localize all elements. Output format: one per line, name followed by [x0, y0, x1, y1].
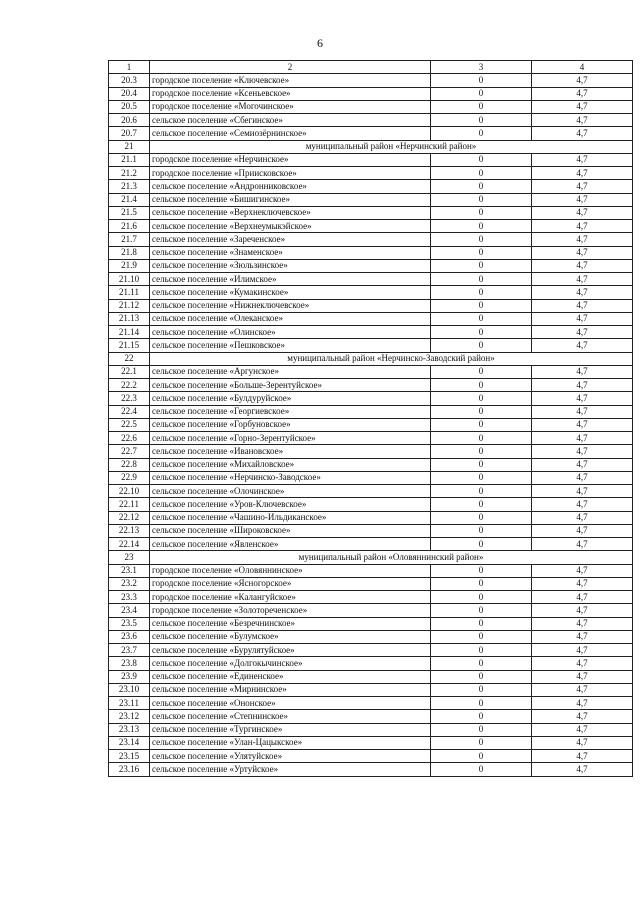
row-number: 23.7: [109, 644, 150, 657]
row-number: 20.3: [109, 74, 150, 87]
row-number: 21.1: [109, 153, 150, 166]
column-4-value: 4,7: [532, 524, 633, 537]
row-number: 20.5: [109, 100, 150, 113]
row-number: 23.3: [109, 591, 150, 604]
table-row: [109, 591, 633, 604]
column-header-1: 1: [109, 61, 150, 74]
column-4-value: 4,7: [532, 326, 633, 339]
column-3-value: 0: [431, 670, 532, 683]
column-4-value: 4,7: [532, 127, 633, 140]
column-4-value: 4,7: [532, 604, 633, 617]
table-row: [109, 763, 633, 776]
column-4-value: 4,7: [532, 458, 633, 471]
column-4-value: 4,7: [532, 670, 633, 683]
row-number: 23.5: [109, 617, 150, 630]
row-number: 22.10: [109, 485, 150, 498]
settlement-name: городское поселение «Нерчинское»: [150, 153, 431, 166]
column-4-value: 4,7: [532, 657, 633, 670]
settlement-name: сельское поселение «Тургинское»: [150, 723, 431, 736]
settlement-name: городское поселение «Оловяннинское»: [150, 564, 431, 577]
settlement-name: городское поселение «Могочинское»: [150, 100, 431, 113]
row-number: 22.2: [109, 379, 150, 392]
table-row: [109, 498, 633, 511]
table-row: [109, 697, 633, 710]
column-4-value: 4,7: [532, 100, 633, 113]
row-number: 22.7: [109, 445, 150, 458]
column-3-value: 0: [431, 524, 532, 537]
column-3-value: 0: [431, 418, 532, 431]
column-3-value: 0: [431, 538, 532, 551]
column-3-value: 0: [431, 100, 532, 113]
row-number: 23.11: [109, 697, 150, 710]
column-4-value: 4,7: [532, 538, 633, 551]
table-row: [109, 153, 633, 166]
table-row: [109, 604, 633, 617]
settlement-name: сельское поселение «Сбегинское»: [150, 114, 431, 127]
column-4-value: 4,7: [532, 206, 633, 219]
column-4-value: 4,7: [532, 591, 633, 604]
table-row: [109, 458, 633, 471]
column-3-value: 0: [431, 74, 532, 87]
settlement-name: сельское поселение «Нерчинско-Заводское»: [150, 471, 431, 484]
row-number: 22.13: [109, 524, 150, 537]
table-row: [109, 750, 633, 763]
column-4-value: 4,7: [532, 498, 633, 511]
column-4-value: 4,7: [532, 630, 633, 643]
row-number: 21.13: [109, 312, 150, 325]
settlement-name: сельское поселение «Широковское»: [150, 524, 431, 537]
row-number: 20.7: [109, 127, 150, 140]
column-3-value: 0: [431, 87, 532, 100]
column-4-value: 4,7: [532, 577, 633, 590]
column-3-value: 0: [431, 630, 532, 643]
settlement-name: сельское поселение «Аргунское»: [150, 365, 431, 378]
settlement-name: сельское поселение «Знаменское»: [150, 246, 431, 259]
column-3-value: 0: [431, 286, 532, 299]
column-3-value: 0: [431, 445, 532, 458]
page-number: 6: [317, 36, 323, 50]
table-row: [109, 670, 633, 683]
district-row: [109, 551, 633, 564]
settlement-name: сельское поселение «Олеканское»: [150, 312, 431, 325]
column-header-4: 4: [532, 61, 633, 74]
row-number: 21.12: [109, 299, 150, 312]
column-3-value: 0: [431, 246, 532, 259]
settlement-name: сельское поселение «Уртуйское»: [150, 763, 431, 776]
table-row: [109, 511, 633, 524]
column-3-value: 0: [431, 365, 532, 378]
table-row: [109, 100, 633, 113]
table-header-row: [109, 61, 633, 74]
settlement-name: сельское поселение «Степнинское»: [150, 710, 431, 723]
column-header-2: 2: [150, 61, 431, 74]
table-row: [109, 74, 633, 87]
table-row: [109, 167, 633, 180]
table-row: [109, 220, 633, 233]
column-4-value: 4,7: [532, 273, 633, 286]
row-number: 21.11: [109, 286, 150, 299]
column-4-value: 4,7: [532, 379, 633, 392]
row-number: 20.6: [109, 114, 150, 127]
table-row: [109, 180, 633, 193]
column-3-value: 0: [431, 723, 532, 736]
row-number: 21.9: [109, 259, 150, 272]
table-row: [109, 259, 633, 272]
column-4-value: 4,7: [532, 750, 633, 763]
table-row: [109, 617, 633, 630]
column-3-value: 0: [431, 458, 532, 471]
table-row: [109, 193, 633, 206]
district-row: [109, 140, 633, 153]
table-row: [109, 379, 633, 392]
table-row: [109, 445, 633, 458]
table-row: [109, 432, 633, 445]
column-3-value: 0: [431, 710, 532, 723]
column-3-value: 0: [431, 127, 532, 140]
column-3-value: 0: [431, 299, 532, 312]
column-4-value: 4,7: [532, 392, 633, 405]
settlement-name: сельское поселение «Долгокычинское»: [150, 657, 431, 670]
column-3-value: 0: [431, 114, 532, 127]
table-row: [109, 736, 633, 749]
table-row: [109, 299, 633, 312]
column-3-value: 0: [431, 273, 532, 286]
settlement-name: сельское поселение «Илимское»: [150, 273, 431, 286]
column-4-value: 4,7: [532, 723, 633, 736]
column-4-value: 4,7: [532, 339, 633, 352]
column-3-value: 0: [431, 471, 532, 484]
column-4-value: 4,7: [532, 697, 633, 710]
row-number: 23.8: [109, 657, 150, 670]
column-3-value: 0: [431, 485, 532, 498]
row-number: 21.3: [109, 180, 150, 193]
column-4-value: 4,7: [532, 246, 633, 259]
column-4-value: 4,7: [532, 564, 633, 577]
row-number: 22.11: [109, 498, 150, 511]
row-number: 23.14: [109, 736, 150, 749]
column-3-value: 0: [431, 193, 532, 206]
table-row: [109, 577, 633, 590]
table-row: [109, 206, 633, 219]
row-number: 23.12: [109, 710, 150, 723]
settlement-name: сельское поселение «Уров-Ключевское»: [150, 498, 431, 511]
column-3-value: 0: [431, 392, 532, 405]
table-row: [109, 471, 633, 484]
row-number: 23.1: [109, 564, 150, 577]
column-3-value: 0: [431, 644, 532, 657]
column-4-value: 4,7: [532, 233, 633, 246]
row-number: 23: [109, 551, 150, 564]
column-3-value: 0: [431, 683, 532, 696]
table-row: [109, 286, 633, 299]
settlement-name: сельское поселение «Ононское»: [150, 697, 431, 710]
column-3-value: 0: [431, 153, 532, 166]
column-4-value: 4,7: [532, 736, 633, 749]
settlement-name: городское поселение «Калангуйское»: [150, 591, 431, 604]
table-row: [109, 365, 633, 378]
table-row: [109, 524, 633, 537]
column-4-value: 4,7: [532, 471, 633, 484]
settlement-name: сельское поселение «Ивановское»: [150, 445, 431, 458]
district-row: [109, 352, 633, 365]
table-row: [109, 246, 633, 259]
settlement-name: городское поселение «Ясногорское»: [150, 577, 431, 590]
column-3-value: 0: [431, 206, 532, 219]
settlement-name: сельское поселение «Михайловское»: [150, 458, 431, 471]
table-row: [109, 312, 633, 325]
settlement-name: сельское поселение «Бишигинское»: [150, 193, 431, 206]
column-4-value: 4,7: [532, 193, 633, 206]
row-number: 21.10: [109, 273, 150, 286]
column-4-value: 4,7: [532, 74, 633, 87]
table-row: [109, 405, 633, 418]
settlements-table: [108, 60, 633, 777]
settlement-name: сельское поселение «Чашино-Ильдиканское»: [150, 511, 431, 524]
table-row: [109, 564, 633, 577]
column-header-3: 3: [431, 61, 532, 74]
settlement-name: городское поселение «Золотореченское»: [150, 604, 431, 617]
settlement-name: сельское поселение «Булумское»: [150, 630, 431, 643]
table-row: [109, 657, 633, 670]
column-4-value: 4,7: [532, 617, 633, 630]
row-number: 22.14: [109, 538, 150, 551]
column-4-value: 4,7: [532, 710, 633, 723]
row-number: 21.2: [109, 167, 150, 180]
row-number: 23.16: [109, 763, 150, 776]
settlement-name: сельское поселение «Улан-Цацыкское»: [150, 736, 431, 749]
district-name: муниципальный район «Оловяннинский район»: [150, 551, 633, 564]
column-3-value: 0: [431, 326, 532, 339]
table-row: [109, 710, 633, 723]
table-row: [109, 127, 633, 140]
settlement-name: сельское поселение «Олинское»: [150, 326, 431, 339]
column-4-value: 4,7: [532, 405, 633, 418]
column-3-value: 0: [431, 604, 532, 617]
column-4-value: 4,7: [532, 153, 633, 166]
row-number: 21.6: [109, 220, 150, 233]
column-3-value: 0: [431, 432, 532, 445]
table-row: [109, 485, 633, 498]
column-3-value: 0: [431, 511, 532, 524]
table-row: [109, 273, 633, 286]
column-3-value: 0: [431, 657, 532, 670]
settlement-name: городское поселение «Ксеньевское»: [150, 87, 431, 100]
column-3-value: 0: [431, 498, 532, 511]
row-number: 22.1: [109, 365, 150, 378]
column-3-value: 0: [431, 233, 532, 246]
column-3-value: 0: [431, 180, 532, 193]
row-number: 22: [109, 352, 150, 365]
settlement-name: сельское поселение «Андронниковское»: [150, 180, 431, 193]
column-4-value: 4,7: [532, 445, 633, 458]
row-number: 23.6: [109, 630, 150, 643]
column-3-value: 0: [431, 339, 532, 352]
column-3-value: 0: [431, 259, 532, 272]
table-row: [109, 114, 633, 127]
settlement-name: сельское поселение «Нижнеключевское»: [150, 299, 431, 312]
column-3-value: 0: [431, 405, 532, 418]
district-name: муниципальный район «Нерчинско-Заводский район»: [150, 352, 633, 365]
column-4-value: 4,7: [532, 644, 633, 657]
column-4-value: 4,7: [532, 167, 633, 180]
column-3-value: 0: [431, 750, 532, 763]
settlement-name: сельское поселение «Кумакинское»: [150, 286, 431, 299]
settlement-name: сельское поселение «Единенское»: [150, 670, 431, 683]
settlement-name: сельское поселение «Булдуруйское»: [150, 392, 431, 405]
row-number: 21.8: [109, 246, 150, 259]
column-4-value: 4,7: [532, 286, 633, 299]
table-row: [109, 326, 633, 339]
column-3-value: 0: [431, 167, 532, 180]
row-number: 22.5: [109, 418, 150, 431]
column-3-value: 0: [431, 617, 532, 630]
table-row: [109, 339, 633, 352]
settlement-name: сельское поселение «Безречнинское»: [150, 617, 431, 630]
settlement-name: сельское поселение «Пешковское»: [150, 339, 431, 352]
column-4-value: 4,7: [532, 312, 633, 325]
settlement-name: сельское поселение «Олочинское»: [150, 485, 431, 498]
table-row: [109, 392, 633, 405]
settlement-name: сельское поселение «Больше-Зерентуйское»: [150, 379, 431, 392]
column-3-value: 0: [431, 564, 532, 577]
row-number: 21.14: [109, 326, 150, 339]
column-4-value: 4,7: [532, 365, 633, 378]
settlement-name: сельское поселение «Зареченское»: [150, 233, 431, 246]
row-number: 20.4: [109, 87, 150, 100]
table-row: [109, 87, 633, 100]
settlement-name: сельское поселение «Горбуновское»: [150, 418, 431, 431]
row-number: 22.9: [109, 471, 150, 484]
row-number: 23.9: [109, 670, 150, 683]
settlement-name: сельское поселение «Горно-Зерентуйское»: [150, 432, 431, 445]
column-3-value: 0: [431, 220, 532, 233]
table-row: [109, 723, 633, 736]
row-number: 21.4: [109, 193, 150, 206]
column-3-value: 0: [431, 763, 532, 776]
row-number: 21.5: [109, 206, 150, 219]
row-number: 21.15: [109, 339, 150, 352]
table-row: [109, 630, 633, 643]
column-4-value: 4,7: [532, 418, 633, 431]
settlement-name: сельское поселение «Георгиевское»: [150, 405, 431, 418]
row-number: 23.13: [109, 723, 150, 736]
row-number: 21.7: [109, 233, 150, 246]
table-row: [109, 538, 633, 551]
district-name: муниципальный район «Нерчинский район»: [150, 140, 633, 153]
settlement-name: сельское поселение «Верхнеключевское»: [150, 206, 431, 219]
table-row: [109, 683, 633, 696]
column-3-value: 0: [431, 379, 532, 392]
column-4-value: 4,7: [532, 259, 633, 272]
settlement-name: сельское поселение «Бурулятуйское»: [150, 644, 431, 657]
row-number: 22.3: [109, 392, 150, 405]
column-3-value: 0: [431, 312, 532, 325]
column-4-value: 4,7: [532, 485, 633, 498]
row-number: 23.4: [109, 604, 150, 617]
settlement-name: сельское поселение «Верхнеумыкэйское»: [150, 220, 431, 233]
column-4-value: 4,7: [532, 432, 633, 445]
column-4-value: 4,7: [532, 511, 633, 524]
row-number: 23.10: [109, 683, 150, 696]
column-4-value: 4,7: [532, 114, 633, 127]
settlement-name: сельское поселение «Семиозёрнинское»: [150, 127, 431, 140]
row-number: 23.2: [109, 577, 150, 590]
row-number: 22.12: [109, 511, 150, 524]
settlement-name: сельское поселение «Зюльзинское»: [150, 259, 431, 272]
settlement-name: городское поселение «Ключевское»: [150, 74, 431, 87]
column-3-value: 0: [431, 697, 532, 710]
column-3-value: 0: [431, 736, 532, 749]
column-3-value: 0: [431, 591, 532, 604]
column-3-value: 0: [431, 577, 532, 590]
table-row: [109, 233, 633, 246]
column-4-value: 4,7: [532, 763, 633, 776]
row-number: 22.8: [109, 458, 150, 471]
row-number: 21: [109, 140, 150, 153]
row-number: 22.6: [109, 432, 150, 445]
column-4-value: 4,7: [532, 180, 633, 193]
table-row: [109, 644, 633, 657]
settlement-name: городское поселение «Приисковское»: [150, 167, 431, 180]
column-4-value: 4,7: [532, 299, 633, 312]
settlement-name: сельское поселение «Явленское»: [150, 538, 431, 551]
row-number: 22.4: [109, 405, 150, 418]
settlement-name: сельское поселение «Улятуйское»: [150, 750, 431, 763]
column-4-value: 4,7: [532, 220, 633, 233]
column-4-value: 4,7: [532, 87, 633, 100]
settlement-name: сельское поселение «Мирнинское»: [150, 683, 431, 696]
table-row: [109, 418, 633, 431]
row-number: 23.15: [109, 750, 150, 763]
column-4-value: 4,7: [532, 683, 633, 696]
